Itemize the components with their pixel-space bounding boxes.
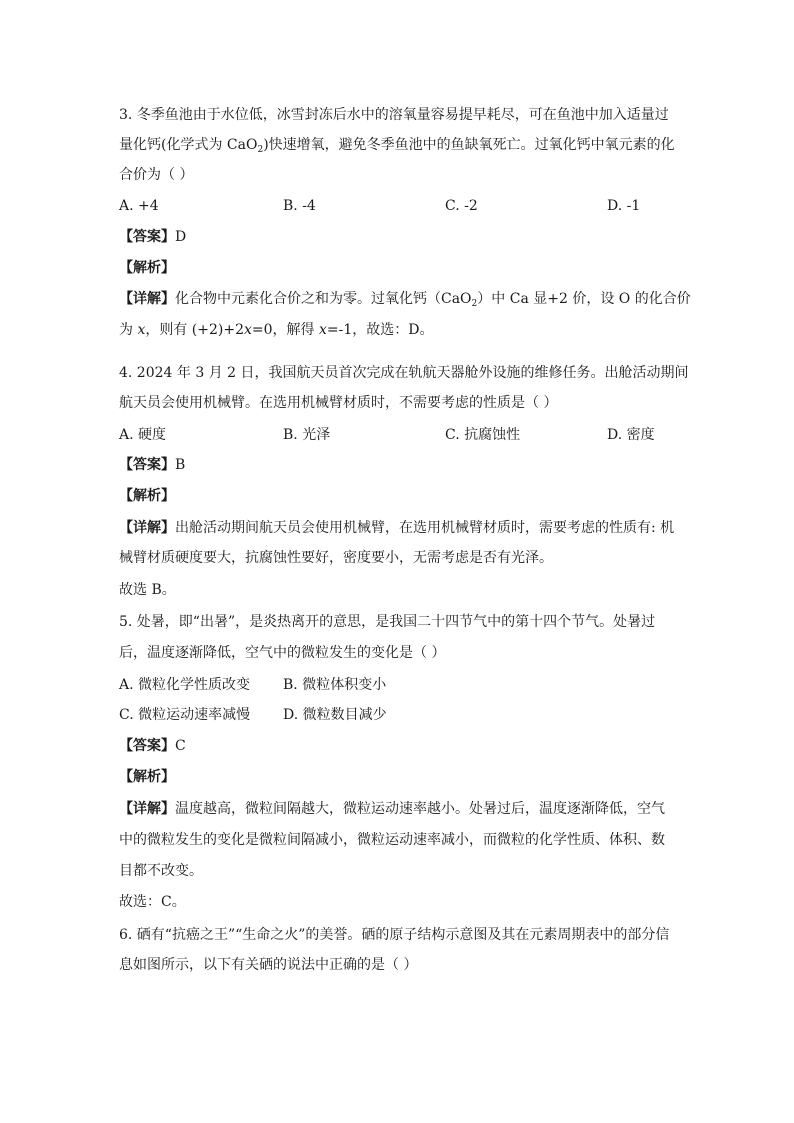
q3-option-a: A. +4 xyxy=(119,198,159,214)
q4-analysis-heading: 【解析】 xyxy=(119,488,175,504)
q3-answer: 【答案】D xyxy=(119,229,187,245)
q4-answer: 【答案】B xyxy=(119,457,186,473)
q3-detail-line-1: 【详解】化合物中元素化合价之和为零。过氧化钙（CaO$_2$）中 Ca 显+2 价，设 O 的化合价 xyxy=(119,291,691,309)
q3-stem-line-2: 量化钙(化学式为 CaO$_2$)快速增氧，避免冬季鱼池中的鱼缺氧死亡。过氧化钙中氧元素的化 xyxy=(119,137,675,155)
q4-option-b: B. 光泽 xyxy=(283,427,331,443)
q4-detail-line-2: 械臂材质硬度要大，抗腐蚀性要好，密度要小，无需考虑是否有光泽。 xyxy=(119,550,553,566)
q5-analysis-heading: 【解析】 xyxy=(119,769,175,785)
q3-analysis-heading: 【解析】 xyxy=(119,260,175,276)
q3-stem-line-3: 合价为（ ） xyxy=(119,167,194,183)
q4-detail-line-1: 【详解】出舱活动期间航天员会使用机械臂，在选用机械臂材质时，需要考虑的性质有: 机 xyxy=(119,520,675,536)
q5-option-b: B. 微粒体积变小 xyxy=(283,677,387,693)
q3-option-b: B. -4 xyxy=(283,198,316,214)
q5-option-d: D. 微粒数目减少 xyxy=(283,707,387,723)
q6-stem-line-1: 6. 硒有“抗癌之王”“生命之火”的美誉。硒的原子结构示意图及其在元素周期表中的部分信 xyxy=(119,927,670,943)
q3-detail-line-2: 为 x，则有 (+2)+2x=0，解得 x=-1，故选：D。 xyxy=(119,322,434,338)
q5-answer: 【答案】C xyxy=(119,738,186,754)
q5-stem-line-1: 5. 处暑，即“出暑”，是炎热离开的意思，是我国二十四节气中的第十四个节气。处暑过 xyxy=(119,614,656,630)
q4-option-a: A. 硬度 xyxy=(119,427,167,443)
q4-stem-line-1: 4. 2024 年 3 月 2 日，我国航天员首次完成在轨航天器舱外设施的维修任务。出舱活动期间 xyxy=(119,365,689,381)
q6-stem-line-2: 息如图所示，以下有关硒的说法中正确的是（ ） xyxy=(119,957,418,973)
q3-option-c: C. -2 xyxy=(445,198,478,214)
q3-stem-line-1: 3. 冬季鱼池由于水位低，冰雪封冻后水中的溶氧量容易提早耗尽，可在鱼池中加入适量过 xyxy=(119,107,669,123)
q5-detail-line-2: 中的微粒发生的变化是微粒间隔减小，微粒运动速率减小，而微粒的化学性质、体积、数 xyxy=(119,832,665,848)
q5-stem-line-2: 后，温度逐渐降低，空气中的微粒发生的变化是（ ） xyxy=(119,645,446,661)
q3-option-d: D. -1 xyxy=(607,198,641,214)
q5-detail-line-3: 目都不改变。 xyxy=(119,863,203,879)
q4-option-c: C. 抗腐蚀性 xyxy=(445,427,521,443)
q5-conclusion: 故选：C。 xyxy=(119,894,186,910)
q5-option-c: C. 微粒运动速率减慢 xyxy=(119,707,251,723)
q4-conclusion: 故选 B。 xyxy=(119,582,176,598)
q5-detail-line-1: 【详解】温度越高，微粒间隔越大，微粒运动速率越小。处暑过后，温度逐渐降低，空气 xyxy=(119,801,665,817)
q4-stem-line-2: 航天员会使用机械臂。在选用机械臂材质时，不需要考虑的性质是（ ） xyxy=(119,395,558,411)
q5-option-a: A. 微粒化学性质改变 xyxy=(119,677,251,693)
q4-option-d: D. 密度 xyxy=(607,427,655,443)
